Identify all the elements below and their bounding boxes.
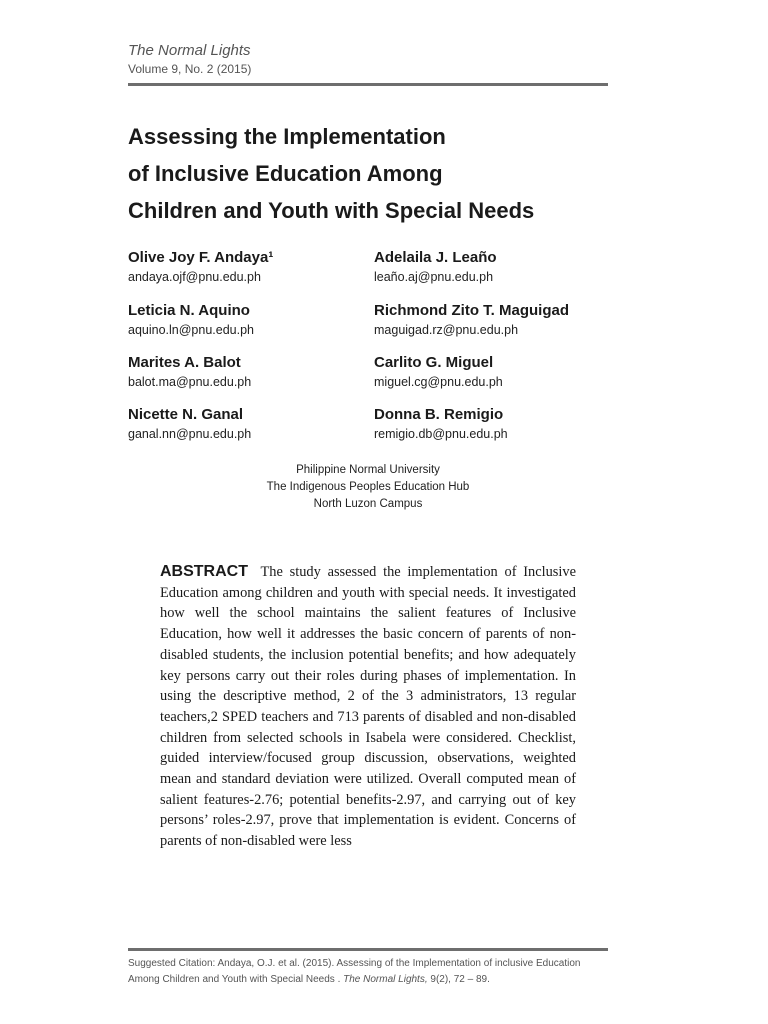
author-name: Olive Joy F. Andaya¹: [128, 249, 274, 266]
citation-suffix: 9(2), 72 – 89.: [427, 974, 490, 985]
affiliation-campus: North Luzon Campus: [313, 498, 423, 510]
journal-header: [128, 42, 608, 77]
citation-prefix: Suggested Citation: Andaya, O.J. et al. (2015). Assessing of the Implementation of inclusive Education Among Children and Youth with Special Needs .: [128, 958, 581, 985]
author-name: Carlito G. Miguel: [374, 354, 494, 371]
paper-title: [128, 118, 628, 229]
author-email: maguigad.rz@pnu.edu.ph: [374, 323, 519, 337]
title-line-2: of Inclusive Education Among: [128, 161, 443, 186]
author-name: Marites A. Balot: [128, 354, 241, 371]
author-email: aquino.ln@pnu.edu.ph: [128, 323, 254, 337]
author-aquino: [128, 301, 373, 339]
author-email: ganal.nn@pnu.edu.ph: [128, 427, 252, 441]
affiliation-university: Philippine Normal University: [296, 464, 440, 476]
author-name: Leticia N. Aquino: [128, 302, 250, 319]
author-leano: [374, 248, 619, 286]
journal-volume: Volume 9, No. 2 (2015): [128, 62, 252, 76]
title-line-1: Assessing the Implementation: [128, 124, 446, 149]
abstract-heading: ABSTRACT: [160, 563, 248, 580]
author-remigio: [374, 405, 619, 443]
author-email: balot.ma@pnu.edu.ph: [128, 375, 252, 389]
footer-rule: [128, 948, 608, 951]
author-balot: [128, 353, 373, 391]
author-miguel: [374, 353, 619, 391]
author-email: miguel.cg@pnu.edu.ph: [374, 375, 503, 389]
header-rule: [128, 83, 608, 86]
title-line-3: Children and Youth with Special Needs: [128, 198, 535, 223]
author-name: Donna B. Remigio: [374, 406, 504, 423]
suggested-citation: [128, 956, 608, 988]
author-email: leaño.aj@pnu.edu.ph: [374, 270, 494, 284]
author-name: Nicette N. Ganal: [128, 406, 244, 423]
abstract: [160, 562, 576, 852]
author-maguigad: [374, 301, 619, 339]
author-email: andaya.ojf@pnu.edu.ph: [128, 270, 261, 284]
author-name: Richmond Zito T. Maguigad: [374, 302, 569, 319]
abstract-text: The study assessed the implementation of Inclusive Education among children and youth with special needs. It investigated how well the school maintains the salient features of Inclusive Education, how well it addresses the basic concern of parents of non-disabled students, the inclusion potential benefits; and how adequately key persons carry out their roles during phases of implementation. In using the descriptive method, 2 of the 3 administrators, 13 regular teachers,2 SPED teachers and 713 parents of disabled and non-disabled children from selected schools in Isabela were considered. Checklist, guided interview/focused group discussion, observations, weighted mean and standard deviation were utilized. Overall computed mean of salient features-2.76; potential benefits-2.97, and carrying out of key persons’ roles-2.97, prove that implementation is evident. Concerns of parents of non-disabled were less: [160, 564, 576, 850]
author-ganal: [128, 405, 373, 443]
author-andaya: [128, 248, 373, 286]
author-name: Adelaila J. Leaño: [374, 249, 497, 266]
author-email: remigio.db@pnu.edu.ph: [374, 427, 508, 441]
citation-journal: The Normal Lights,: [343, 974, 428, 985]
affiliation: [128, 462, 608, 513]
journal-name: The Normal Lights: [128, 42, 251, 59]
affiliation-hub: The Indigenous Peoples Education Hub: [266, 481, 470, 493]
